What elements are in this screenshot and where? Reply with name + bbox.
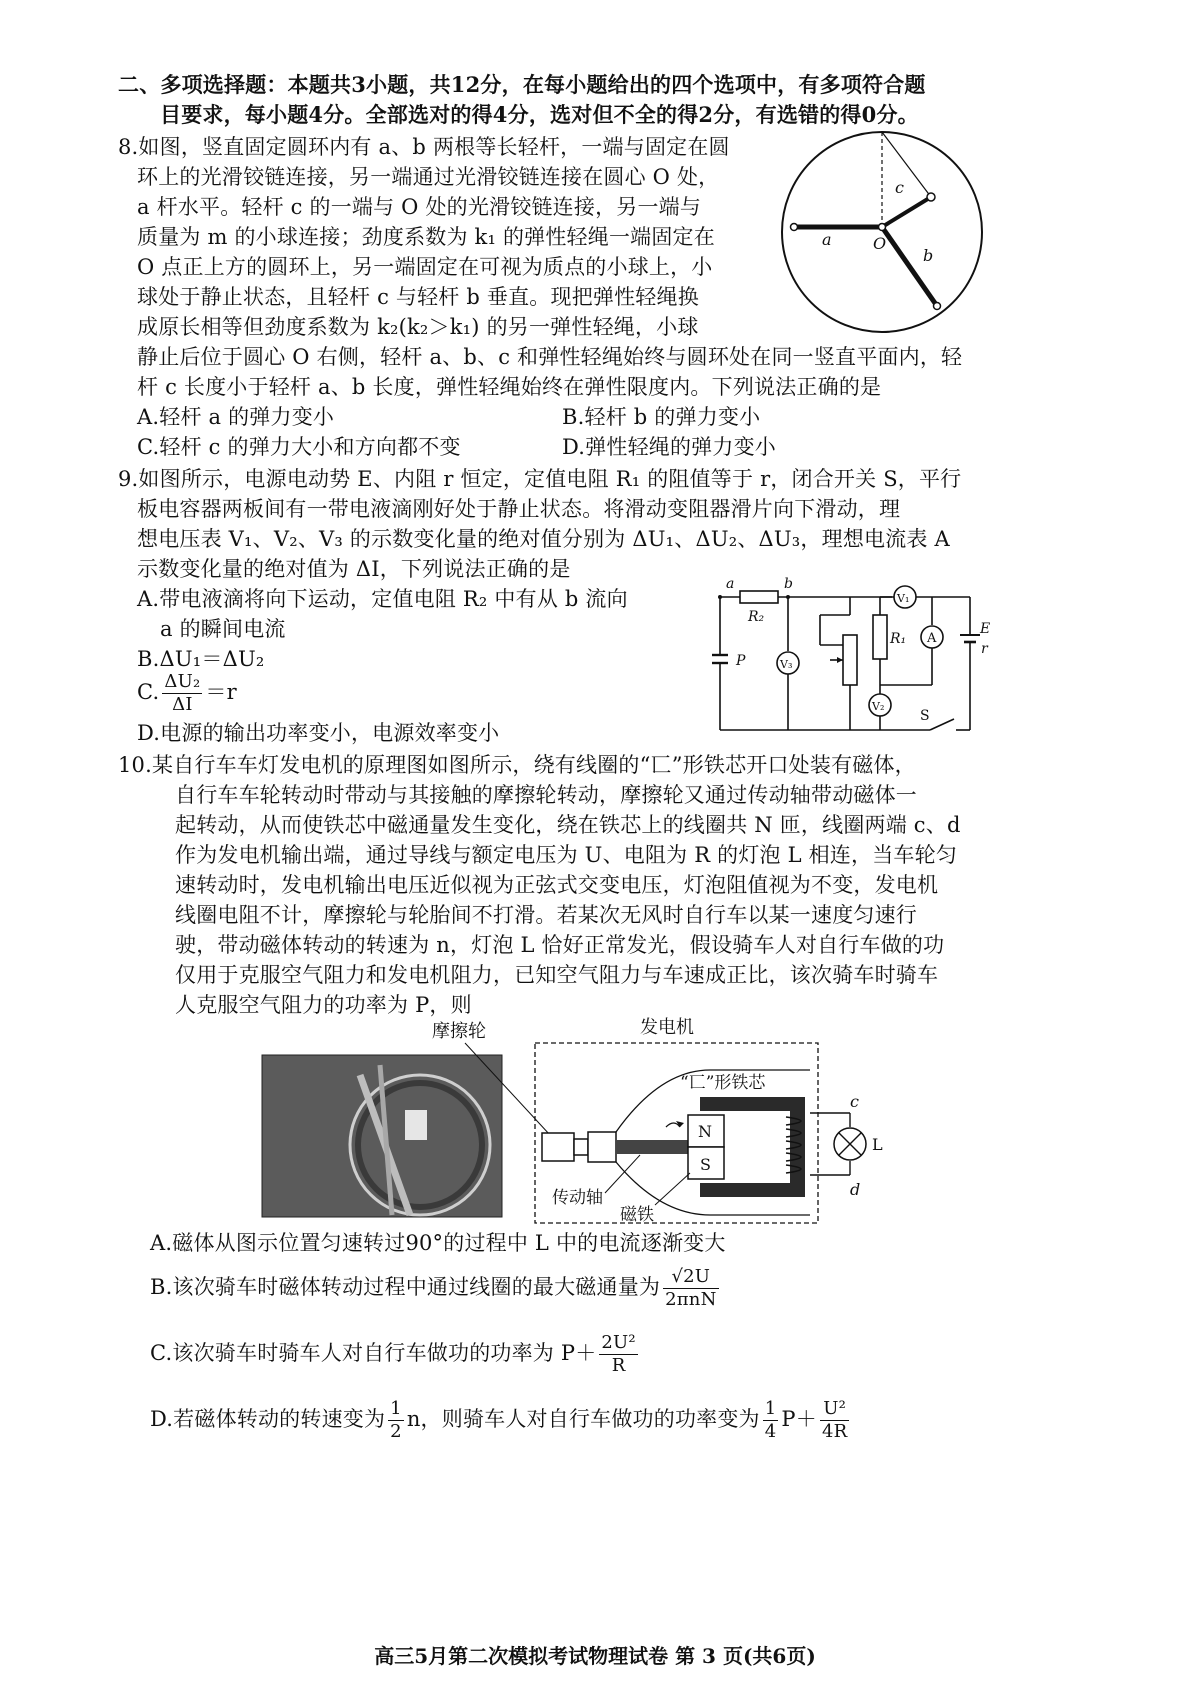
q10-line: 仅用于克服空气阻力和发电机阻力，已知空气阻力与车速成正比，该次骑车时骑车: [175, 963, 939, 987]
label-friction-wheel: 摩擦轮: [432, 1021, 486, 1042]
label-shaft: 传动轴: [552, 1188, 603, 1208]
fraction-numerator: 1: [764, 1398, 777, 1419]
q8-line: O 点正上方的圆环上，另一端固定在可视为质点的小球上，小: [137, 255, 713, 279]
q8-line: 成原长相等但劲度系数为 k₂(k₂＞k₁) 的另一弹性轻绳，小球: [137, 315, 699, 339]
label-V1: V₁: [897, 592, 910, 605]
q10-generator-figure: [260, 1015, 900, 1225]
q10-option-d: [150, 1394, 852, 1444]
label-b: b: [784, 576, 793, 592]
q9-option-c: [137, 668, 237, 716]
q9-line: 示数变化量的绝对值为 ΔI，下列说法正确的是: [137, 557, 571, 581]
q8-option-d: D.弹性轻绳的弹力变小: [562, 435, 776, 459]
q10-line: 人克服空气阻力的功率为 P，则: [175, 993, 472, 1017]
fraction: [663, 1266, 718, 1311]
fraction-numerator: 1: [390, 1398, 402, 1419]
fraction: [162, 671, 202, 716]
label-b: b: [923, 246, 934, 265]
fraction-denominator: 4: [764, 1421, 777, 1442]
q8-figure: [780, 130, 990, 345]
fraction: [820, 1398, 849, 1443]
q10-line: 自行车车轮转动时带动与其接触的摩擦轮转动，摩擦轮又通过传动轴带动磁体一: [175, 783, 917, 807]
rod-c: [882, 197, 931, 227]
option-prefix: B.该次骑车时磁体转动过程中通过线圈的最大磁通量为: [150, 1275, 661, 1299]
q10-option-b: [150, 1262, 722, 1312]
q9-line: 9.如图所示，电源电动势 E、内阻 r 恒定，定值电阻 R₁ 的阻值等于 r，闭合开关 S，平行: [118, 467, 962, 491]
q10-line: 线圈电阻不计，摩擦轮与轮胎间不打滑。若某次无风时自行车以某一速度匀速行: [175, 903, 917, 927]
ball: [927, 193, 935, 201]
fraction-numerator: ΔU₂: [164, 671, 201, 692]
q9-circuit-figure: [700, 575, 1000, 735]
page-footer: 高三5月第二次模拟考试物理试卷 第 3 页(共6页): [374, 1644, 816, 1668]
label-generator: 发电机: [640, 1017, 694, 1038]
section-title-line1: 二、多项选择题：本题共3小题，共12分，在每小题给出的四个选项中，有多项符合题: [118, 72, 926, 97]
option-prefix: C.: [137, 680, 160, 704]
option-suffix: ＝r: [205, 680, 237, 704]
fraction-denominator: 4R: [821, 1421, 848, 1442]
q8-option-c: C.轻杆 c 的弹力大小和方向都不变: [137, 435, 461, 459]
label-V2: V₂: [872, 700, 885, 713]
label-V3: V₃: [780, 658, 793, 671]
fraction: [599, 1332, 637, 1377]
q8-option-a: A.轻杆 a 的弹力变小: [137, 405, 335, 429]
q9-option-d: D.电源的输出功率变小，电源效率变小: [137, 721, 500, 745]
label-c: c: [850, 1092, 859, 1111]
rod-b: [882, 227, 937, 306]
label-d: d: [850, 1180, 861, 1199]
q9-line: 板电容器两板间有一带电液滴刚好处于静止状态。将滑动变阻器滑片向下滑动，理: [137, 497, 901, 521]
fraction-denominator: 2: [390, 1421, 402, 1442]
q10-line: 10.某自行车车灯发电机的原理图如图所示，绕有线圈的“匸”形铁芯开口处装有磁体，: [118, 753, 916, 777]
q9-option-a-line2: a 的瞬间电流: [160, 617, 286, 641]
fraction-numerator: U²: [820, 1398, 849, 1421]
q8-line: a 杆水平。轻杆 c 的一端与 O 处的光滑铰链连接，另一端与: [137, 195, 702, 219]
q8-line: 环上的光滑铰链连接，另一端通过光滑铰链连接在圆心 O 处，: [137, 165, 720, 189]
q8-option-b: B.轻杆 b 的弹力变小: [562, 405, 761, 429]
option-prefix: C.该次骑车时骑车人对自行车做功的功率为 P＋: [150, 1341, 597, 1365]
q10-line: 起转动，从而使铁芯中磁通量发生变化，绕在铁芯上的线圈共 N 匝，线圈两端 c、d: [175, 813, 961, 837]
q8-line: 质量为 m 的小球连接；劲度系数为 k₁ 的弹性轻绳一端固定在: [137, 225, 715, 249]
q8-line: 8.如图，竖直固定圆环内有 a、b 两根等长轻杆，一端与固定在圆: [118, 135, 730, 159]
q10-option-a: A.磁体从图示位置匀速转过90°的过程中 L 中的电流逐渐变大: [150, 1231, 726, 1255]
label-r: r: [981, 641, 988, 657]
label-N: N: [698, 1122, 712, 1141]
q8-line: 杆 c 长度小于轻杆 a、b 长度，弹性轻绳始终在弹性限度内。下列说法正确的是: [137, 375, 882, 399]
label-a: a: [822, 230, 832, 249]
q10-line: 作为发电机输出端，通过导线与额定电压为 U、电阻为 R 的灯泡 L 相连，当车轮匀: [175, 843, 958, 867]
label-S: S: [700, 1155, 711, 1174]
fraction-denominator: 2πnN: [665, 1289, 717, 1310]
option-text: P＋: [781, 1407, 817, 1431]
q10-line: 驶，带动磁体转动的转速为 n，灯泡 L 恰好正常发光，假设骑车人对自行车做的功: [175, 933, 945, 957]
label-c: c: [895, 178, 904, 197]
label-O: O: [873, 234, 887, 253]
rheostat: [843, 635, 857, 685]
friction-wheel: [542, 1133, 574, 1161]
q8-line: 球处于静止状态，且轻杆 c 与轻杆 b 垂直。现把弹性轻绳换: [137, 285, 699, 309]
label-core: “匸”形铁芯: [680, 1073, 766, 1093]
label-E: E: [980, 621, 991, 637]
label-S: S: [920, 708, 930, 724]
transmission-shaft: [616, 1140, 688, 1154]
q8-line: 静止后位于圆心 O 右侧，轻杆 a、b、c 和弹性轻绳始终与圆环处在同一竖直平面内，轻: [137, 345, 963, 369]
fraction-denominator: R: [611, 1355, 626, 1376]
fraction: [388, 1398, 404, 1443]
fraction-numerator: √2U: [663, 1266, 718, 1289]
label-a: a: [726, 576, 735, 592]
q10-option-c: [150, 1328, 641, 1378]
hinge-bottom: [934, 303, 941, 310]
q9-option-a-line1: A.带电液滴将向下运动，定值电阻 R₂ 中有从 b 流向: [137, 587, 628, 611]
label-L: L: [872, 1135, 883, 1154]
q9-option-b: B.ΔU₁＝ΔU₂: [137, 647, 265, 671]
fraction-denominator: ΔI: [172, 694, 193, 715]
q10-line: 速转动时，发电机输出电压近似视为正弦式交变电压，灯泡阻值视为不变，发电机: [175, 873, 939, 897]
label-P: P: [736, 653, 746, 669]
resistor-R2: [740, 591, 778, 603]
resistor-R1: [873, 615, 887, 659]
hinge-center: [879, 224, 886, 231]
q9-line: 想电压表 V₁、V₂、V₃ 的示数变化量的绝对值分别为 ΔU₁、ΔU₂、ΔU₃，理想电流表 A: [137, 527, 950, 551]
fraction-numerator: 2U²: [601, 1332, 636, 1353]
option-prefix: D.若磁体转动的转速变为: [150, 1407, 386, 1431]
hinge-left: [791, 224, 798, 231]
fraction: [763, 1398, 779, 1443]
option-text: n，则骑车人对自行车做功的功率变为: [406, 1407, 760, 1431]
label-A: A: [927, 631, 937, 646]
section-title-line2: 目要求，每小题4分。全部选对的得4分，选对但不全的得2分，有选错的得0分。: [160, 102, 919, 127]
label-R1: R₁: [890, 631, 907, 647]
label-R2: R₂: [748, 609, 765, 625]
label-magnet: 磁铁: [620, 1205, 654, 1225]
